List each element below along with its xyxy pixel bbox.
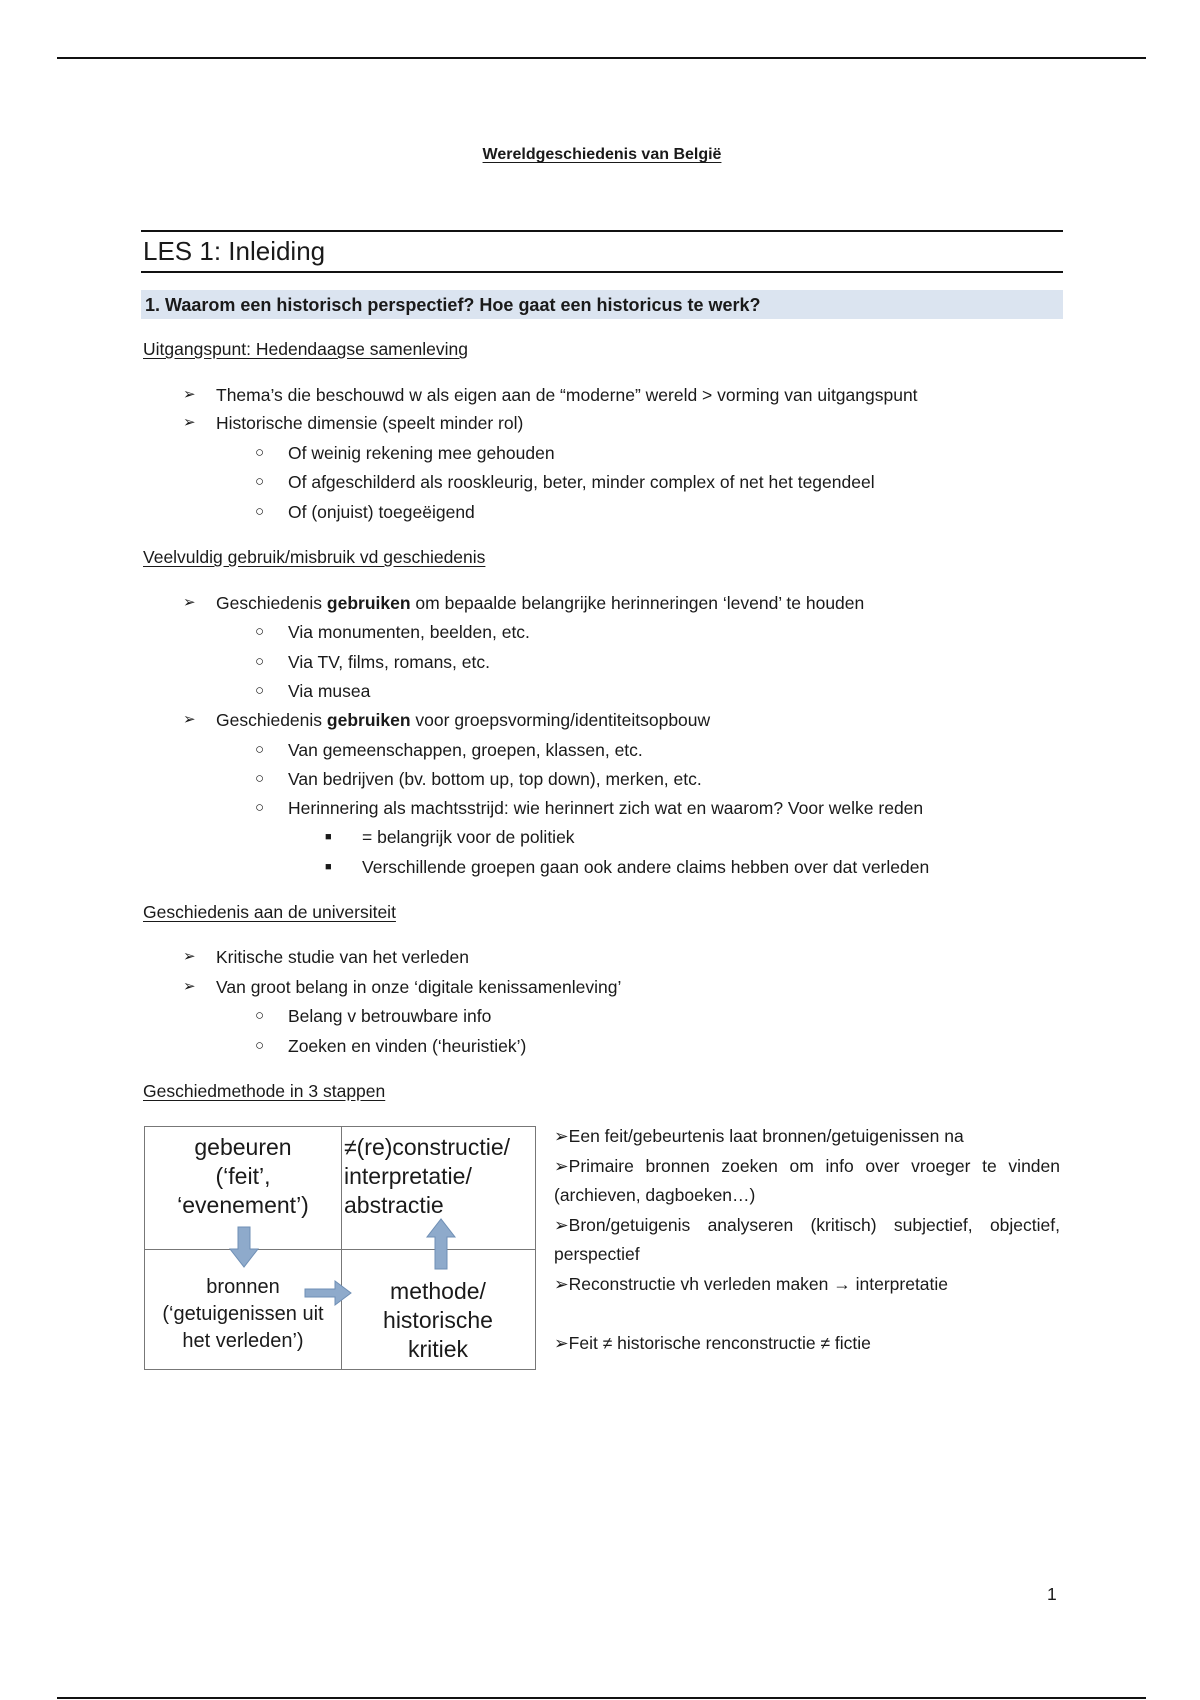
list-item: Van groot belang in onze ‘digitale kenissamenleving’	[216, 977, 622, 997]
list-item: Via TV, films, romans, etc.	[288, 652, 490, 672]
list-item: Via musea	[288, 681, 371, 701]
list-item: = belangrijk voor de politiek	[362, 827, 575, 847]
arrow-bullet-icon: ➢	[183, 978, 196, 995]
list-item: Of (onjuist) toegeëigend	[288, 502, 475, 522]
circle-bullet-icon: ○	[255, 682, 265, 699]
list-item: Via monumenten, beelden, etc.	[288, 622, 530, 642]
step-item	[554, 1122, 1060, 1151]
footer-rule	[57, 1697, 1146, 1699]
cell-line: bronnen	[206, 1276, 280, 1298]
document-title: Wereldgeschiedenis van België	[482, 146, 722, 163]
cell-line: historische	[383, 1307, 493, 1333]
text: om bepaalde belangrijke herinneringen ‘levend’ te houden	[410, 593, 865, 613]
arrow-down-icon	[230, 1227, 258, 1267]
arrow-up-icon	[427, 1219, 455, 1269]
circle-bullet-icon: ○	[255, 473, 265, 490]
method-diagram	[144, 1126, 536, 1370]
list-item: Kritische studie van het verleden	[216, 947, 469, 967]
cell-line: ‘evenement’)	[177, 1192, 309, 1218]
list-item: Thema’s die beschouwd w als eigen aan de “moderne” wereld > vorming van uitgangspunt	[216, 385, 918, 405]
cell-line: gebeuren	[194, 1134, 292, 1160]
arrow-bullet-icon: ➢	[183, 386, 196, 403]
arrow-bullet-icon: ➢	[183, 594, 196, 611]
circle-bullet-icon: ○	[255, 653, 265, 670]
text: Feit ≠ historische renconstructie ≠ fictie	[568, 1333, 871, 1353]
cell-line: abstractie	[344, 1192, 444, 1218]
section-heading: 1. Waarom een historisch perspectief? Hoe gaat een historicus te werk?	[145, 295, 761, 315]
square-bullet-icon: ■	[325, 831, 332, 843]
list-item: Zoeken en vinden (‘heuristiek’)	[288, 1036, 527, 1056]
circle-bullet-icon: ○	[255, 1037, 265, 1054]
list-item	[216, 709, 710, 731]
divider	[141, 230, 1063, 232]
circle-bullet-icon: ○	[255, 503, 265, 520]
bold-text: gebruiken	[326, 593, 411, 613]
cell-line: ≠(re)constructie/	[344, 1134, 510, 1160]
list-item: Van gemeenschappen, groepen, klassen, etc.	[288, 740, 643, 760]
circle-bullet-icon: ○	[255, 623, 265, 640]
list-item: Van bedrijven (bv. bottom up, top down), merken, etc.	[288, 769, 702, 789]
step-item	[554, 1211, 1060, 1269]
circle-bullet-icon: ○	[255, 770, 265, 787]
circle-bullet-icon: ○	[255, 444, 265, 461]
arrow-bullet-icon: ➢	[183, 414, 196, 431]
circle-bullet-icon: ○	[255, 799, 265, 816]
text: Geschiedenis	[216, 593, 327, 613]
arrow-bullet-icon: ➢	[554, 1126, 569, 1146]
cell-line: interpretatie/	[344, 1163, 472, 1189]
step-item	[554, 1329, 1060, 1358]
divider	[141, 271, 1063, 273]
arrow-bullet-icon: ➢	[554, 1333, 569, 1353]
cell-line: methode/	[390, 1278, 486, 1304]
step-item	[554, 1270, 1060, 1299]
square-bullet-icon: ■	[325, 861, 332, 873]
list-item: Historische dimensie (speelt minder rol)	[216, 413, 524, 433]
subheading: Uitgangspunt: Hedendaagse samenleving	[143, 339, 468, 359]
text: Geschiedenis	[216, 710, 327, 730]
text: Primaire bronnen zoeken om info over vroeger te vinden (archieven, dagboeken…)	[554, 1156, 1060, 1205]
circle-bullet-icon: ○	[255, 1007, 265, 1024]
subheading: Veelvuldig gebruik/misbruik vd geschiedenis	[143, 547, 486, 567]
list-item: Of afgeschilderd als rooskleurig, beter, minder complex of net het tegendeel	[288, 472, 875, 492]
text: voor groepsvorming/identiteitsopbouw	[410, 710, 711, 730]
subheading: Geschiedenis aan de universiteit	[143, 902, 396, 922]
text: Een feit/gebeurtenis laat bronnen/getuigenissen na	[568, 1126, 964, 1146]
subheading: Geschiedmethode in 3 stappen	[143, 1081, 386, 1101]
cell-line: het verleden’)	[182, 1330, 304, 1352]
lesson-heading: LES 1: Inleiding	[143, 236, 326, 266]
list-item: Of weinig rekening mee gehouden	[288, 443, 555, 463]
cell-line: (‘getuigenissen uit	[162, 1303, 324, 1325]
text: Reconstructie vh verleden maken → interpretatie	[568, 1274, 949, 1294]
arrow-right-icon	[305, 1281, 351, 1305]
bold-text: gebruiken	[326, 710, 411, 730]
arrow-bullet-icon: ➢	[554, 1215, 569, 1235]
cell-line: (‘feit’,	[215, 1163, 271, 1189]
circle-bullet-icon: ○	[255, 741, 265, 758]
list-item: Verschillende groepen gaan ook andere claims hebben over dat verleden	[362, 857, 930, 877]
cell-line: kritiek	[407, 1336, 469, 1362]
arrows	[145, 1127, 535, 1369]
arrow-bullet-icon: ➢	[554, 1156, 569, 1176]
header-rule	[57, 57, 1146, 59]
step-item	[554, 1152, 1060, 1210]
page-number: 1	[1047, 1584, 1057, 1604]
text: Bron/getuigenis analyseren (kritisch) subjectief, objectief, perspectief	[554, 1215, 1060, 1264]
arrow-bullet-icon: ➢	[183, 948, 196, 965]
arrow-bullet-icon: ➢	[183, 711, 196, 728]
list-item: Herinnering als machtsstrijd: wie herinnert zich wat en waarom? Voor welke reden	[288, 798, 924, 818]
list-item	[216, 592, 864, 614]
list-item: Belang v betrouwbare info	[288, 1006, 492, 1026]
arrow-bullet-icon: ➢	[554, 1274, 569, 1294]
